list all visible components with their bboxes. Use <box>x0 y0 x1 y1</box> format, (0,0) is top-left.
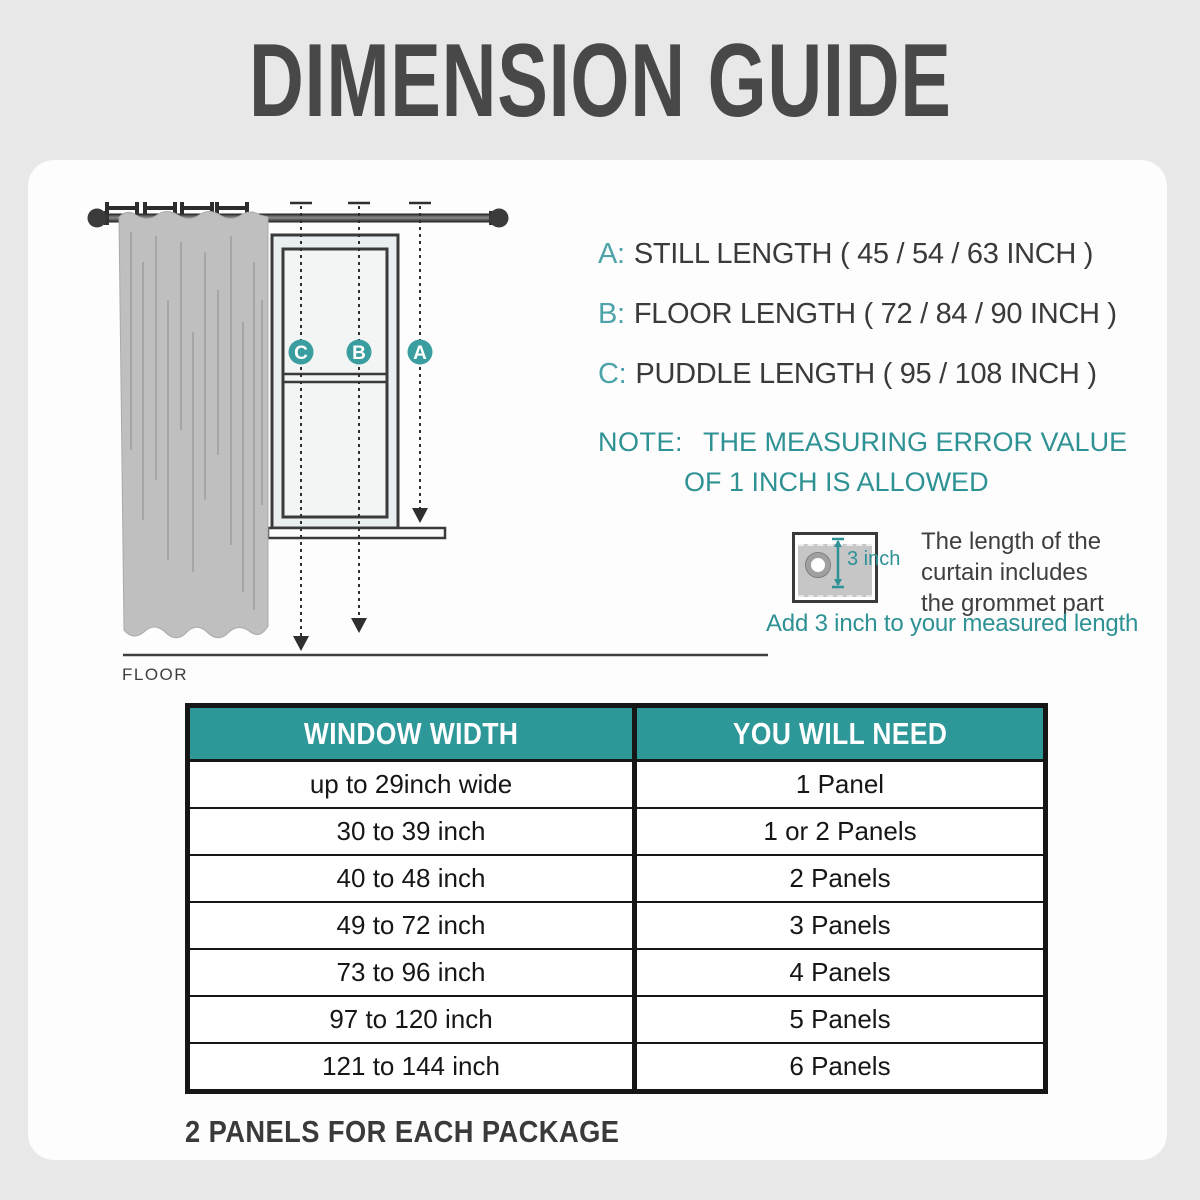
length-row-b <box>598 296 1117 332</box>
add-length-note: Add 3 inch to your measured length <box>766 610 1139 637</box>
note-text-1: THE MEASURING ERROR VALUE <box>703 427 1128 457</box>
grommet-description <box>921 526 1104 619</box>
cell-window-width: up to 29inch wide <box>190 762 637 807</box>
length-row-a <box>598 236 1093 272</box>
note-line-1 <box>598 426 1127 458</box>
rod-finial-right <box>490 209 509 228</box>
length-b-text: FLOOR LENGTH ( 72 / 84 / 90 INCH ) <box>633 298 1117 330</box>
curtain-panel <box>119 212 268 638</box>
cell-window-width: 40 to 48 inch <box>190 856 637 901</box>
header <box>0 23 1200 139</box>
panel-count-table <box>185 703 1048 1094</box>
cell-panels-needed: 1 or 2 Panels <box>763 816 917 846</box>
table-row <box>190 1044 1043 1089</box>
table-row <box>190 762 1043 809</box>
page-title: DIMENSION GUIDE <box>248 23 952 139</box>
cell-window-width: 30 to 39 inch <box>190 809 637 854</box>
grommet-desc-line-1: The length of the <box>921 528 1102 555</box>
length-a-prefix: A: <box>598 238 625 270</box>
cell-panels-needed: 6 Panels <box>789 1051 891 1081</box>
cell-panels-needed: 4 Panels <box>789 957 891 987</box>
length-b-prefix: B: <box>598 298 625 330</box>
floor-label: FLOOR <box>122 665 189 684</box>
grommet-measure-arrow-icon <box>830 535 846 591</box>
badge-a-label: A <box>413 343 427 364</box>
cell-panels-needed: 1 Panel <box>795 769 885 799</box>
cell-panels-needed: 2 Panels <box>789 863 891 893</box>
length-row-c <box>598 356 1097 392</box>
length-c-text: PUDDLE LENGTH ( 95 / 108 INCH ) <box>635 358 1097 390</box>
cell-window-width: 49 to 72 inch <box>190 903 637 948</box>
rod-finial-left <box>88 209 107 228</box>
grommet-desc-line-3: the grommet part <box>921 590 1104 617</box>
grommet-desc-line-2: curtain includes <box>921 559 1088 586</box>
table-row <box>190 950 1043 997</box>
badge-c-label: C <box>294 343 308 364</box>
length-c-prefix: C: <box>598 358 627 390</box>
cell-window-width: 73 to 96 inch <box>190 950 637 995</box>
window <box>268 235 445 538</box>
grommet-measure-label: 3 inch <box>847 548 901 570</box>
table-row <box>190 809 1043 856</box>
window-sill <box>268 528 445 538</box>
grommet-ring-icon <box>806 553 830 577</box>
table-row <box>190 856 1043 903</box>
cell-window-width: 121 to 144 inch <box>190 1044 637 1089</box>
table-header-row <box>190 708 1043 762</box>
table-row <box>190 997 1043 1044</box>
badge-b-label: B <box>352 343 366 364</box>
note-label: NOTE: <box>598 427 684 457</box>
note-line-2: OF 1 INCH IS ALLOWED <box>684 467 989 497</box>
cell-window-width: 97 to 120 inch <box>190 997 637 1042</box>
table-header-you-will-need: YOU WILL NEED <box>732 715 948 751</box>
table-header-window-width: WINDOW WIDTH <box>190 708 637 759</box>
table-row <box>190 903 1043 950</box>
cell-panels-needed: 3 Panels <box>789 910 891 940</box>
length-a-text: STILL LENGTH ( 45 / 54 / 63 INCH ) <box>633 238 1094 270</box>
package-note: 2 PANELS FOR EACH PACKAGE <box>185 1114 620 1149</box>
cell-panels-needed: 5 Panels <box>789 1004 891 1034</box>
